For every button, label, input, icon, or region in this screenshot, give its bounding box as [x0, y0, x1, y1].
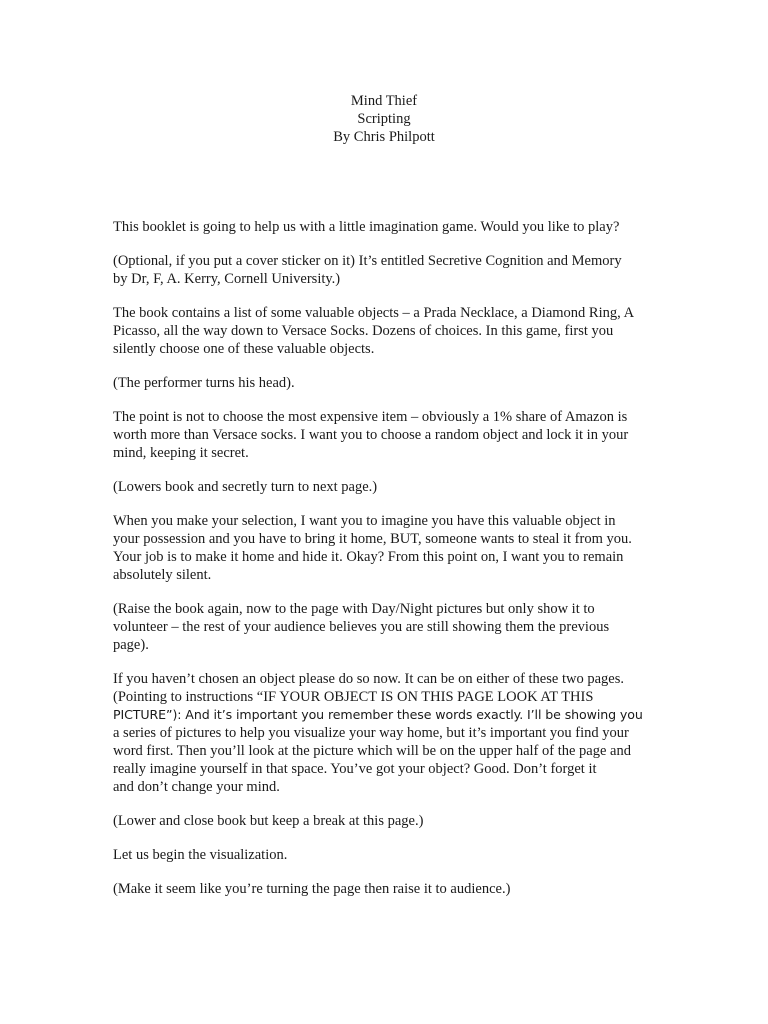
text-line: (Lower and close book but keep a break at this page.)	[113, 813, 424, 829]
paragraph-turn-page	[113, 880, 661, 898]
text-line: volunteer – the rest of your audience believes you are still showing them the previous	[113, 619, 610, 635]
text-line: The book contains a list of some valuable objects – a Prada Necklace, a Diamond Ring, A	[113, 305, 635, 321]
paragraph-optional-cover	[113, 252, 661, 288]
text-line: The point is not to choose the most expensive item – obviously a 1% share of Amazon is	[113, 409, 628, 425]
text-line: This booklet is going to help us with a little imagination game. Would you like to play?	[113, 219, 620, 235]
paragraph-selection	[113, 512, 661, 584]
paragraph-choose-random	[113, 408, 661, 462]
text-line: absolutely silent.	[113, 567, 212, 583]
document-author: By Chris Philpott	[333, 129, 435, 145]
text-line: really imagine yourself in that space. You’ve got your object? Good. Don’t forget it	[113, 761, 597, 777]
text-line: mind, keeping it secret.	[113, 445, 249, 461]
title-block	[0, 92, 768, 146]
text-line: (Optional, if you put a cover sticker on it) It’s entitled Secretive Cognition and Memory	[113, 253, 622, 269]
text-line: If you haven’t chosen an object please do so now. It can be on either of these two pages.	[113, 671, 624, 687]
document-body	[113, 218, 661, 914]
text-line: (Pointing to instructions “IF YOUR OBJECT IS ON THIS PAGE LOOK AT THIS	[113, 689, 594, 705]
paragraph-raise-book	[113, 600, 661, 654]
text-line: When you make your selection, I want you to imagine you have this valuable object in	[113, 513, 616, 529]
text-line: (The performer turns his head).	[113, 375, 295, 391]
text-line: worth more than Versace socks. I want you to choose a random object and lock it in your	[113, 427, 629, 443]
paragraph-intro	[113, 218, 661, 236]
text-line: Your job is to make it home and hide it. Okay? From this point on, I want you to remain	[113, 549, 624, 565]
text-line: and don’t change your mind.	[113, 779, 280, 795]
text-line: (Make it seem like you’re turning the page then raise it to audience.)	[113, 881, 511, 897]
paragraph-begin	[113, 846, 661, 864]
text-line: silently choose one of these valuable objects.	[113, 341, 375, 357]
text-line: a series of pictures to help you visualize your way home, but it’s important you find your	[113, 725, 629, 741]
paragraph-objects	[113, 304, 661, 358]
text-line: page).	[113, 637, 149, 653]
text-line: your possession and you have to bring it home, BUT, someone wants to steal it from you.	[113, 531, 632, 547]
text-line: (Raise the book again, now to the page with Day/Night pictures but only show it to	[113, 601, 595, 617]
text-line: by Dr, F, A. Kerry, Cornell University.)	[113, 271, 341, 287]
text-line: Picasso, all the way down to Versace Socks. Dozens of choices. In this game, first you	[113, 323, 614, 339]
document-subtitle: Scripting	[357, 111, 411, 127]
document-title: Mind Thief	[350, 93, 418, 109]
text-line: PICTURE”): And it’s important you remember these words exactly. I’ll be showing you	[113, 707, 643, 722]
text-line: word first. Then you’ll look at the picture which will be on the upper half of the page and	[113, 743, 631, 759]
paragraph-turns-head	[113, 374, 661, 392]
text-line: Let us begin the visualization.	[113, 847, 288, 863]
paragraph-lowers-book	[113, 478, 661, 496]
paragraph-instructions	[113, 670, 661, 796]
text-line: (Lowers book and secretly turn to next page.)	[113, 479, 378, 495]
paragraph-close-book	[113, 812, 661, 830]
